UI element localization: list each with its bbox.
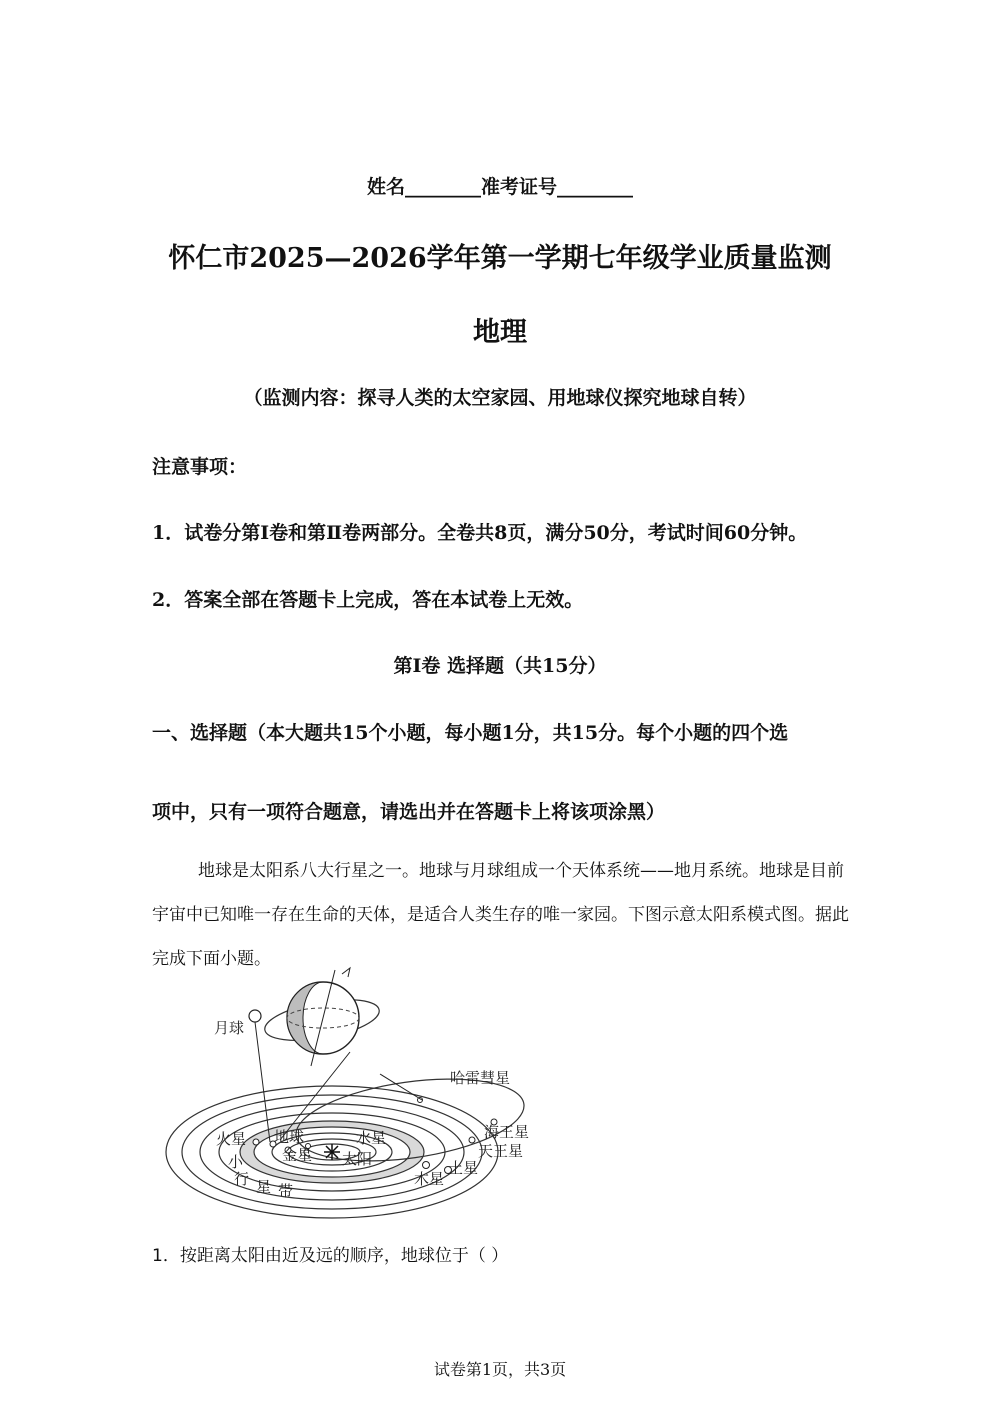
notice-item-1: 1．试卷分第Ⅰ卷和第Ⅱ卷两部分。全卷共8页，满分50分，考试时间60分钟。 <box>152 522 808 544</box>
exam-title: 怀仁市2025—2026学年第一学期七年级学业质量监测 <box>168 243 832 274</box>
label-jupiter: 木星 <box>414 1170 445 1188</box>
exam-scope: （监测内容：探寻人类的太空家园、用地球仪探究地球自转） <box>243 387 757 409</box>
label-asteroid-4: 带 <box>278 1182 294 1200</box>
label-moon: 月球 <box>214 1019 245 1037</box>
label-uranus: 天王星 <box>478 1142 524 1160</box>
jupiter-dot <box>423 1162 430 1169</box>
label-saturn: 土星 <box>448 1159 479 1177</box>
sun-icon <box>324 1144 340 1160</box>
notice-item-2: 2．答案全部在答题卡上完成，答在本试卷上无效。 <box>152 589 584 611</box>
earth-globe-icon <box>262 968 382 1066</box>
page-footer: 试卷第1页，共3页 <box>433 1360 567 1379</box>
solar-system-diagram <box>160 960 580 1225</box>
uranus-dot <box>469 1137 475 1143</box>
label-halley: 哈雷彗星 <box>450 1069 511 1087</box>
notice-heading: 注意事项： <box>152 456 248 478</box>
label-earth: 地球 <box>274 1128 305 1146</box>
mars-dot <box>253 1139 259 1145</box>
moon-dot <box>249 1010 261 1022</box>
label-sun: 太阳 <box>342 1150 373 1168</box>
passage-text: 地球是太阳系八大行星之一。地球与月球组成一个天体系统——地月系统。地球是目前宇宙中已知唯一存在生命的天体，是适合人类生存的唯一家园。下图示意太阳系模式图。据此完成下面小题。 <box>152 861 849 969</box>
question-1: 1．按距离太阳由近及远的顺序，地球位于（ ） <box>152 1246 509 1266</box>
label-venus: 金星 <box>282 1146 313 1164</box>
label-asteroid-3: 星 <box>256 1178 272 1196</box>
label-asteroid-2: 行 <box>234 1170 250 1188</box>
label-mercury: 水星 <box>356 1129 387 1147</box>
label-asteroid-1: 小 <box>228 1153 244 1171</box>
volume-1-heading: 第Ⅰ卷 选择题（共15分） <box>393 655 607 677</box>
section-1-instructions-line-2: 项中，只有一项符合题意，请选出并在答题卡上将该项涂黑） <box>152 801 666 823</box>
subject-title: 地理 <box>473 317 527 348</box>
label-mars: 火星 <box>216 1130 247 1148</box>
section-1-instructions-line-1: 一、选择题（本大题共15个小题，每小题1分，共15分。每个小题的四个选 <box>152 722 789 744</box>
label-neptune: 海王星 <box>484 1123 530 1141</box>
name-exam-id-line: 姓名________准考证号________ <box>366 176 633 198</box>
